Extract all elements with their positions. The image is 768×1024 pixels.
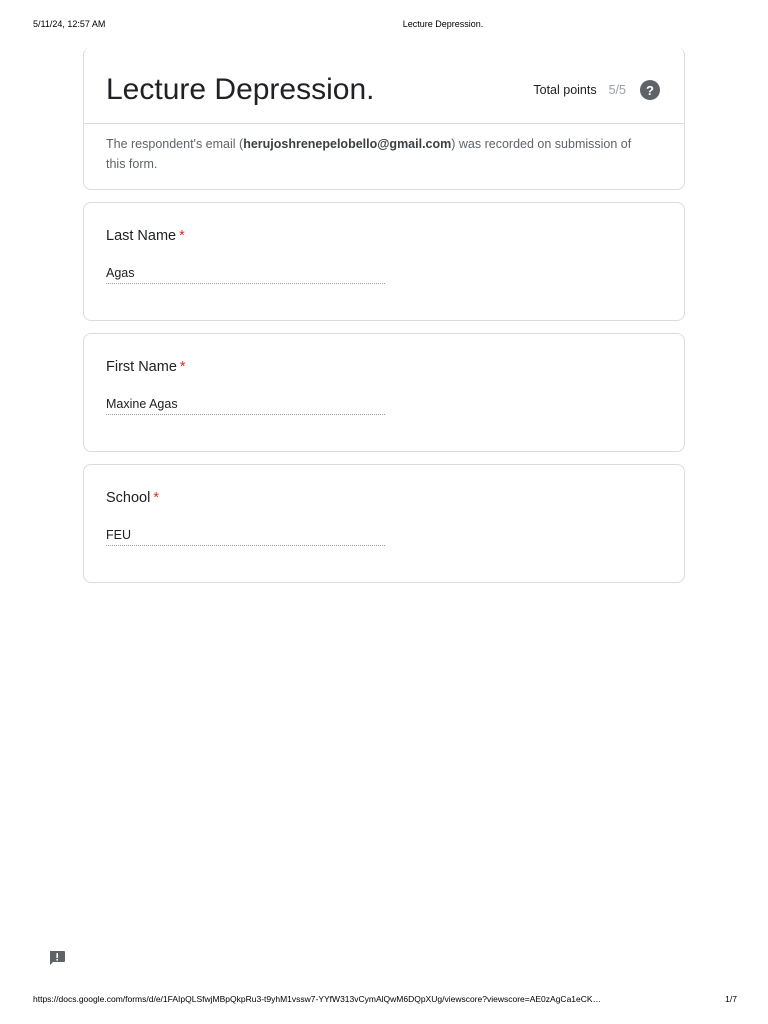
report-feedback-icon[interactable] <box>48 950 66 966</box>
question-label: Last Name <box>106 228 177 244</box>
question-label: First Name <box>106 359 177 375</box>
answer-text: Agas <box>106 266 385 284</box>
print-footer-page-number: 1/7 <box>725 994 737 1004</box>
question-card-first-name <box>83 333 685 452</box>
form-header-top <box>84 47 684 124</box>
question-title <box>106 359 186 375</box>
total-points-value: 5/5 <box>608 83 626 97</box>
question-card-school <box>83 464 685 583</box>
email-note-prefix: The respondent's email ( <box>106 137 244 151</box>
required-asterisk: * <box>179 359 186 375</box>
question-title <box>106 228 185 244</box>
required-asterisk: * <box>153 490 159 506</box>
print-title: Lecture Depression. <box>402 19 484 29</box>
required-asterisk: * <box>179 228 185 244</box>
help-circle-icon[interactable]: ? <box>640 80 660 100</box>
answer-text: FEU <box>106 528 385 546</box>
print-datetime: 5/11/24, 12:57 AM <box>33 19 106 29</box>
question-title <box>106 490 159 506</box>
total-points-label: Total points <box>533 83 597 97</box>
form-header-card <box>83 47 685 190</box>
question-label: School <box>106 490 151 506</box>
question-card-last-name <box>83 202 685 321</box>
print-footer-url: https://docs.google.com/forms/d/e/1FAIpQLSfwjMBpQkpRu3-t9yhM1vssw7-YYfW313vCymAlQwM6DQpXUg/viewscore?viewscore=AE0zAgCa1eCK… <box>33 994 602 1004</box>
respondent-email: herujoshrenepelobello@gmail.com <box>243 137 452 151</box>
total-points <box>533 80 660 100</box>
respondent-email-note <box>106 134 654 174</box>
email-note-suffix: ) was recorded on submission of this form. <box>106 137 632 171</box>
form-title: Lecture Depression. <box>106 73 375 106</box>
answer-text: Maxine Agas <box>106 397 385 415</box>
